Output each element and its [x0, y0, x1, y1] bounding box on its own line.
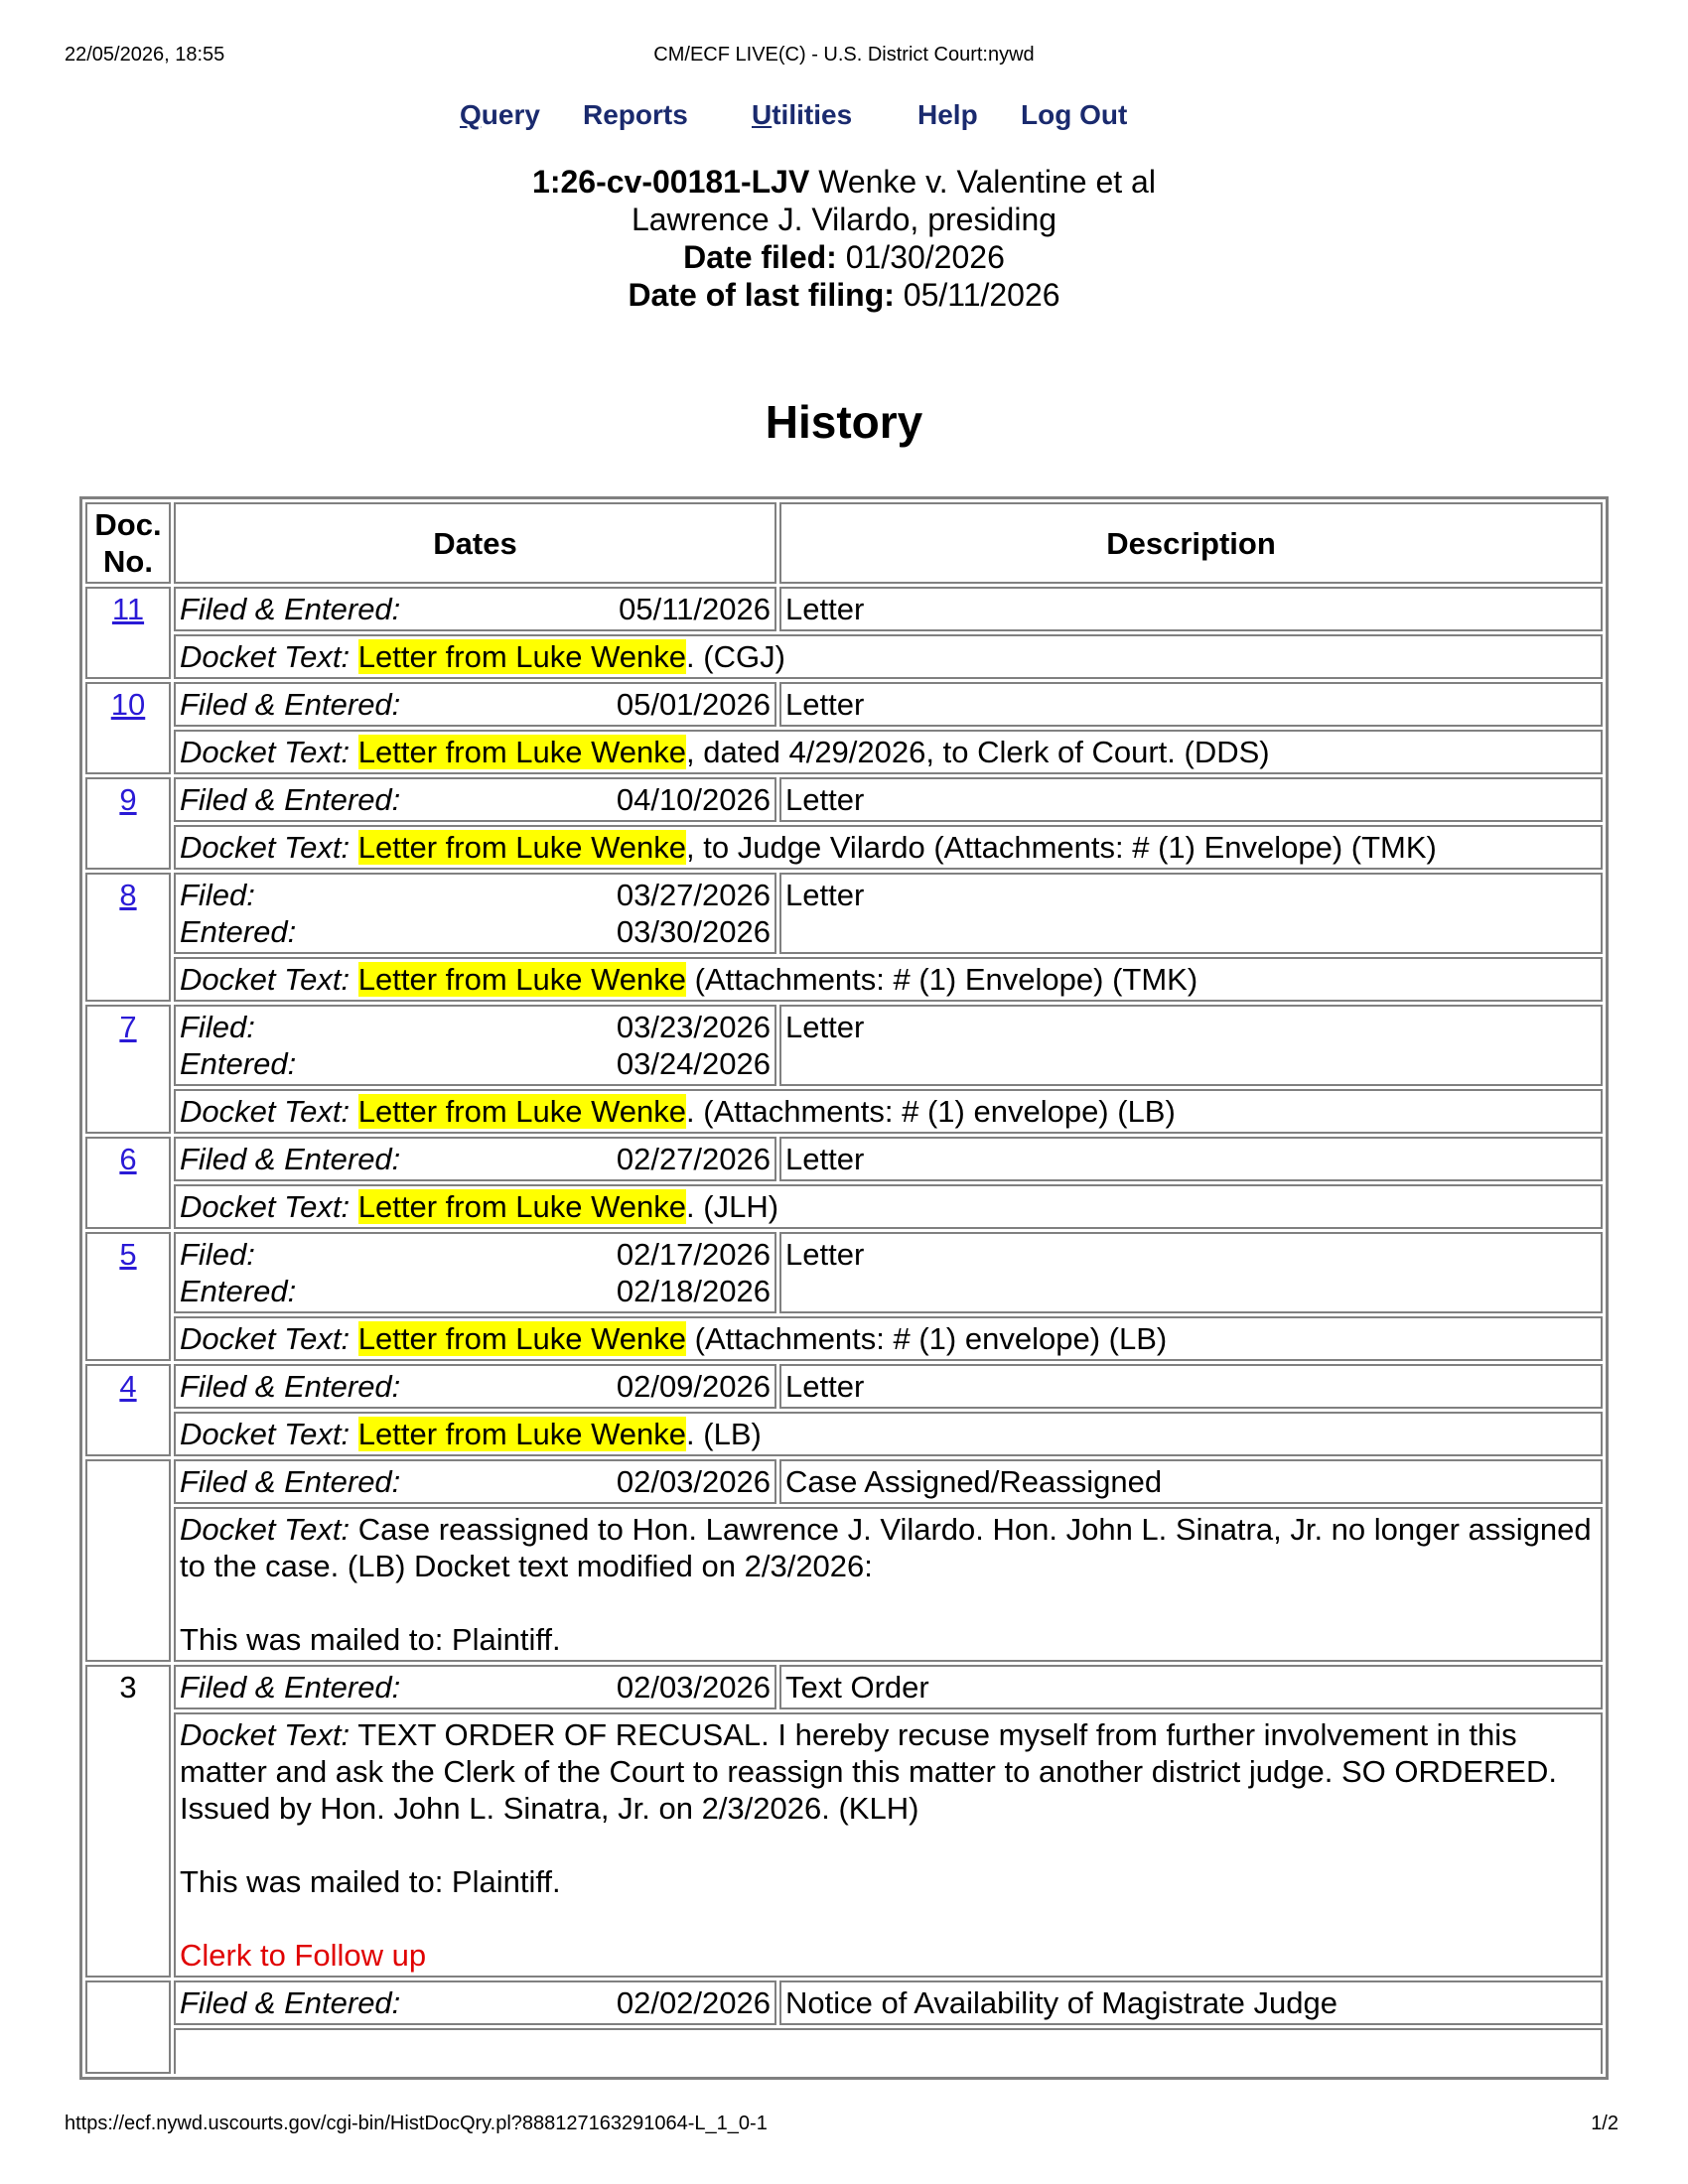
date-value: 05/11/2026: [619, 592, 771, 626]
docket-text-label: Docket Text:: [180, 1189, 351, 1224]
date-value: 02/03/2026: [616, 1670, 771, 1705]
date-label: Entered:: [180, 914, 297, 949]
dates-cell: [174, 1980, 776, 2025]
doc-number-cell: [85, 1232, 171, 1361]
doc-number-link[interactable]: 6: [119, 1142, 137, 1176]
description-cell: Letter: [779, 873, 1603, 954]
doc-number-link[interactable]: 10: [110, 687, 146, 722]
top-nav: [0, 99, 1688, 139]
date-filed-label: Date filed:: [683, 239, 837, 275]
doc-number-link[interactable]: 7: [119, 1010, 137, 1044]
docket-text-row: [85, 730, 1603, 774]
highlighted-text: Letter from Luke Wenke: [357, 1321, 687, 1356]
doc-number-cell: [85, 777, 171, 870]
nav-logout-link[interactable]: Log Out: [1021, 99, 1128, 130]
history-table: [79, 496, 1609, 2080]
docket-text-row: [85, 2028, 1603, 2074]
table-row: [85, 1980, 1603, 2025]
table-row: [85, 873, 1603, 954]
date-label: Filed:: [180, 1010, 255, 1044]
docket-text-row: [85, 634, 1603, 679]
docket-text-label: Docket Text:: [180, 735, 351, 769]
doc-number-link[interactable]: 4: [119, 1369, 137, 1404]
doc-number-link[interactable]: 8: [119, 878, 137, 912]
docket-text: . (JLH): [686, 1189, 779, 1224]
print-timestamp: 22/05/2026, 18:55: [65, 44, 225, 66]
description-cell: Letter: [779, 682, 1603, 727]
docket-text-cell: [174, 1184, 1603, 1229]
doc-number-cell: [85, 1980, 171, 2074]
table-row: [85, 587, 1603, 631]
docket-text-label: Docket Text:: [180, 1094, 351, 1129]
docket-text-label: Docket Text:: [180, 830, 351, 865]
docket-text: (Attachments: # (1) Envelope) (TMK): [686, 962, 1198, 997]
description-cell: Letter: [779, 777, 1603, 822]
doc-number-cell: [85, 1005, 171, 1134]
table-row: [85, 1459, 1603, 1504]
date-value: 04/10/2026: [616, 782, 771, 817]
dates-cell: [174, 1364, 776, 1409]
mailed-note: This was mailed to: Plaintiff.: [180, 1864, 561, 1899]
table-row: [85, 682, 1603, 727]
date-value: 03/23/2026: [616, 1010, 771, 1044]
docket-text-cell: [174, 1316, 1603, 1361]
docket-text-row: [85, 1412, 1603, 1456]
highlighted-text: Letter from Luke Wenke: [357, 1417, 687, 1451]
date-label: Filed:: [180, 1237, 255, 1272]
description-cell: Letter: [779, 1364, 1603, 1409]
doc-number-cell: [85, 1364, 171, 1456]
table-row: [85, 1665, 1603, 1709]
dates-cell: [174, 587, 776, 631]
description-cell: Letter: [779, 1232, 1603, 1313]
docket-text-label: Docket Text:: [180, 1717, 351, 1752]
table-row: [85, 1364, 1603, 1409]
docket-text: TEXT ORDER OF RECUSAL. I hereby recuse myself from further involvement in this matter and ask the Clerk of the Court to reassign this matter to another district judge. SO ORDERED. Issued by Hon. John L. Sinatra, Jr. on 2/3/2026. (KLH): [180, 1717, 1557, 1826]
doc-number-cell: [85, 1665, 171, 1978]
doc-number-link[interactable]: 11: [111, 592, 145, 626]
dates-cell: [174, 1137, 776, 1181]
nav-reports-link[interactable]: Reports: [583, 99, 688, 130]
description-cell: Letter: [779, 1137, 1603, 1181]
docket-text-row: [85, 1184, 1603, 1229]
date-value: 02/09/2026: [616, 1369, 771, 1404]
docket-text-cell: [174, 825, 1603, 870]
date-value: 02/02/2026: [616, 1985, 771, 2020]
case-presiding: Lawrence J. Vilardo, presiding: [631, 202, 1057, 237]
date-value: 05/01/2026: [616, 687, 771, 722]
last-filing-label: Date of last filing:: [628, 277, 895, 313]
highlighted-text: Letter from Luke Wenke: [357, 735, 687, 769]
col-docno-header: Doc. No.: [85, 502, 171, 584]
doc-number-link[interactable]: 5: [119, 1237, 137, 1272]
table-row: [85, 777, 1603, 822]
description-cell: Notice of Availability of Magistrate Judge: [779, 1980, 1603, 2025]
doc-number-cell: [85, 873, 171, 1002]
date-label: Filed & Entered:: [180, 687, 401, 722]
dates-cell: [174, 1005, 776, 1086]
doc-number-link[interactable]: 9: [119, 782, 137, 817]
last-filing-value: 05/11/2026: [903, 277, 1060, 313]
dates-cell: [174, 1232, 776, 1313]
date-label: Filed & Entered:: [180, 1464, 401, 1499]
docket-text-label: Docket Text:: [180, 1321, 351, 1356]
docket-text-cell: [174, 730, 1603, 774]
date-value: 02/17/2026: [616, 1237, 771, 1272]
case-header: [0, 163, 1688, 314]
date-value: 02/18/2026: [616, 1274, 771, 1308]
doc-number-cell: [85, 1459, 171, 1662]
footer-page-number: 1/2: [1591, 2113, 1618, 2134]
description-cell: Letter: [779, 1005, 1603, 1086]
dates-cell: [174, 1665, 776, 1709]
doc-number: 3: [119, 1670, 137, 1705]
docket-text-row: [85, 1089, 1603, 1134]
date-label: Filed & Entered:: [180, 592, 401, 626]
dates-cell: [174, 682, 776, 727]
table-row: [85, 1232, 1603, 1313]
print-title: CM/ECF LIVE(C) - U.S. District Court:nywd: [653, 44, 1035, 66]
docket-text: . (Attachments: # (1) envelope) (LB): [686, 1094, 1176, 1129]
doc-number-cell: [85, 587, 171, 679]
mailed-note: This was mailed to: Plaintiff.: [180, 1622, 561, 1657]
docket-text-cell: [174, 1089, 1603, 1134]
date-value: 02/27/2026: [616, 1142, 771, 1176]
doc-number-cell: [85, 1137, 171, 1229]
date-label: Entered:: [180, 1046, 297, 1081]
date-filed-value: 01/30/2026: [845, 239, 1005, 275]
print-header: [0, 44, 1688, 71]
dates-cell: [174, 1459, 776, 1504]
docket-text-cell: [174, 634, 1603, 679]
case-number: 1:26-cv-00181-LJV: [532, 164, 810, 200]
highlighted-text: Letter from Luke Wenke: [357, 1094, 687, 1129]
docket-text-cell: [174, 1507, 1603, 1662]
docket-text-label: Docket Text:: [180, 1512, 351, 1547]
date-value: 03/27/2026: [616, 878, 771, 912]
date-label: Filed & Entered:: [180, 1985, 401, 2020]
case-title: Wenke v. Valentine et al: [818, 164, 1156, 200]
description-cell: Text Order: [779, 1665, 1603, 1709]
date-value: 03/24/2026: [616, 1046, 771, 1081]
highlighted-text: Letter from Luke Wenke: [357, 1189, 687, 1224]
docket-text-row: [85, 957, 1603, 1002]
docket-text-label: Docket Text:: [180, 639, 351, 674]
highlighted-text: Letter from Luke Wenke: [357, 962, 687, 997]
docket-text: . (CGJ): [686, 639, 785, 674]
docket-text-cell: [174, 1712, 1603, 1978]
table-row: [85, 1137, 1603, 1181]
col-description-header: Description: [779, 502, 1603, 584]
date-label: Filed:: [180, 878, 255, 912]
docket-text-label: Docket Text:: [180, 962, 351, 997]
date-label: Filed & Entered:: [180, 1670, 401, 1705]
table-row: [85, 1005, 1603, 1086]
highlighted-text: Letter from Luke Wenke: [357, 639, 687, 674]
print-footer: [0, 2113, 1688, 2140]
description-cell: Letter: [779, 587, 1603, 631]
doc-number-cell: [85, 682, 171, 774]
date-label: Filed & Entered:: [180, 1369, 401, 1404]
date-value: 03/30/2026: [616, 914, 771, 949]
date-label: Filed & Entered:: [180, 1142, 401, 1176]
docket-text-row: [85, 1316, 1603, 1361]
docket-text-row: [85, 1712, 1603, 1978]
docket-text: . (LB): [686, 1417, 762, 1451]
docket-text: Case reassigned to Hon. Lawrence J. Vilardo. Hon. John L. Sinatra, Jr. no longer assigned to the case. (LB) Docket text modified on 2/3/2026:: [180, 1512, 1592, 1583]
docket-text: (Attachments: # (1) envelope) (LB): [686, 1321, 1168, 1356]
date-label: Filed & Entered:: [180, 782, 401, 817]
docket-text: , to Judge Vilardo (Attachments: # (1) Envelope) (TMK): [686, 830, 1437, 865]
nav-help-link[interactable]: Help: [917, 99, 978, 130]
docket-text: , dated 4/29/2026, to Clerk of Court. (DDS): [686, 735, 1270, 769]
date-label: Entered:: [180, 1274, 297, 1308]
nav-query-link[interactable]: Query: [460, 99, 540, 130]
dates-cell: [174, 777, 776, 822]
footer-url: https://ecf.nywd.uscourts.gov/cgi-bin/HistDocQry.pl?888127163291064-L_1_0-1: [65, 2113, 768, 2134]
clerk-followup-note: Clerk to Follow up: [180, 1938, 427, 1973]
docket-text-label: Docket Text:: [180, 1417, 351, 1451]
nav-utilities-link[interactable]: Utilities: [752, 99, 853, 130]
table-header-row: [85, 502, 1603, 584]
page-title: History: [765, 396, 923, 448]
docket-text-row: [85, 1507, 1603, 1662]
docket-text-row: [85, 825, 1603, 870]
dates-cell: [174, 873, 776, 954]
description-cell: Case Assigned/Reassigned: [779, 1459, 1603, 1504]
docket-text-cell: [174, 1412, 1603, 1456]
docket-text-cell: [174, 2028, 1603, 2074]
date-value: 02/03/2026: [616, 1464, 771, 1499]
col-dates-header: Dates: [174, 502, 776, 584]
highlighted-text: Letter from Luke Wenke: [357, 830, 687, 865]
docket-text-cell: [174, 957, 1603, 1002]
